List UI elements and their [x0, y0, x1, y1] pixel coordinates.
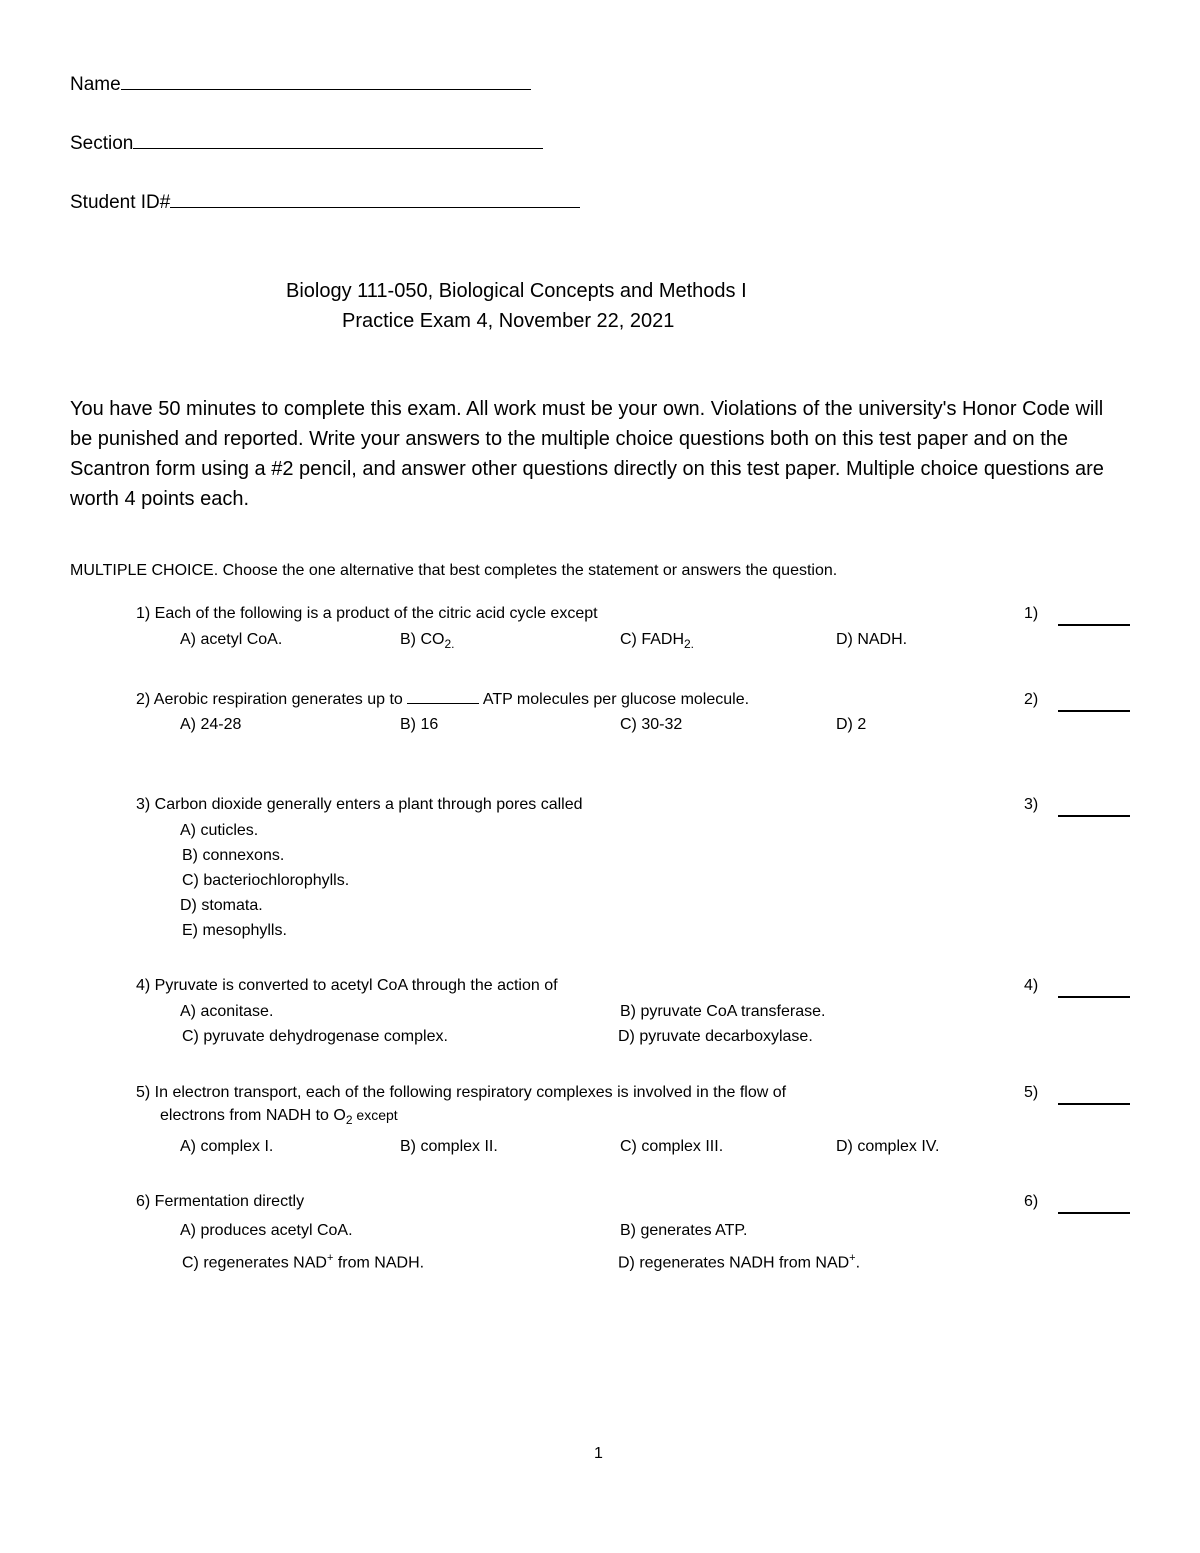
option-c[interactable]: C) bacteriochlorophylls. — [182, 872, 350, 889]
option-b[interactable]: B) $CO_{2.}$ — [400, 631, 455, 652]
name-label: Name — [70, 74, 121, 95]
student-id-label: Student ID# — [70, 192, 171, 213]
option-c[interactable]: C) regenerates NAD+ from NADH. — [182, 1252, 425, 1272]
section-field[interactable] — [70, 133, 543, 155]
option-a[interactable]: A) cuticles. — [180, 822, 259, 839]
option-c[interactable]: C) 30-32 — [620, 716, 683, 733]
answer-blank[interactable] — [1058, 815, 1130, 817]
mc-heading: MULTIPLE CHOICE. Choose the one alternative that best completes the statement or answers the question. — [70, 562, 838, 579]
option-b[interactable]: B) complex II. — [400, 1138, 498, 1155]
question-stem: 2) Aerobic respiration generates up to ATP molecules per glucose molecule. — [136, 691, 750, 708]
answer-blank[interactable] — [1058, 1103, 1130, 1105]
answer-label: 1) — [1024, 605, 1039, 622]
student-id-line[interactable] — [170, 193, 580, 208]
answer-blank[interactable] — [1058, 1212, 1130, 1214]
name-field[interactable] — [70, 74, 531, 96]
exam-title: Practice Exam 4, November 22, 2021 — [342, 310, 675, 332]
option-d[interactable]: D) stomata. — [180, 897, 263, 914]
option-d[interactable]: D) regenerates NADH from NAD+. — [618, 1252, 861, 1272]
option-c[interactable]: C) $FADH_{2.}$ — [620, 631, 695, 652]
option-d[interactable]: D) pyruvate decarboxylase. — [618, 1028, 813, 1045]
option-a[interactable]: A) complex I. — [180, 1138, 274, 1155]
option-b[interactable]: B) generates ATP. — [620, 1222, 748, 1239]
answer-blank[interactable] — [1058, 710, 1130, 712]
student-id-field[interactable] — [70, 192, 580, 214]
option-b[interactable]: B) connexons. — [182, 847, 285, 864]
option-c[interactable]: C) pyruvate dehydrogenase complex. — [182, 1028, 448, 1045]
instructions: You have 50 minutes to complete this exam. All work must be your own. Violations of the university's Honor Code will be punished and reported. Write your answers to the multiple choice questions both on this test paper and on the Scantron form using a #2 pencil, and answer other questions directly on this test paper. Multiple choice questions are worth 4 points each. — [70, 398, 1104, 510]
answer-label: 5) — [1024, 1084, 1039, 1101]
answer-label: 6) — [1024, 1193, 1039, 1210]
option-b[interactable]: B) 16 — [400, 716, 439, 733]
question-stem: 1) Each of the following is a product of the citric acid cycle except — [136, 605, 598, 622]
option-d[interactable]: D) complex IV. — [836, 1138, 940, 1155]
question-stem: 3) Carbon dioxide generally enters a plant through pores called — [136, 796, 583, 813]
question-stem-line2: electrons from NADH to $O_2$ except — [160, 1107, 398, 1128]
answer-blank[interactable] — [1058, 624, 1130, 626]
answer-blank[interactable] — [1058, 996, 1130, 998]
option-e[interactable]: E) mesophylls. — [182, 922, 287, 939]
option-a[interactable]: A) acetyl CoA. — [180, 631, 283, 648]
option-b[interactable]: B) pyruvate CoA transferase. — [620, 1003, 826, 1020]
answer-label: 3) — [1024, 796, 1039, 813]
option-c[interactable]: C) complex III. — [620, 1138, 724, 1155]
course-title: Biology 111-050, Biological Concepts and Methods I — [286, 280, 747, 302]
section-line[interactable] — [133, 134, 543, 149]
answer-label: 2) — [1024, 691, 1039, 708]
option-d[interactable]: D) 2 — [836, 716, 867, 733]
option-a[interactable]: A) aconitase. — [180, 1003, 274, 1020]
option-d[interactable]: D) NADH. — [836, 631, 908, 648]
question-stem-line1: 5) In electron transport, each of the following respiratory complexes is involved in the flow of — [136, 1084, 787, 1101]
section-label: Section — [70, 133, 134, 154]
option-a[interactable]: A) 24-28 — [180, 716, 242, 733]
question-stem: 4) Pyruvate is converted to acetyl CoA through the action of — [136, 977, 558, 994]
fill-blank[interactable] — [407, 691, 479, 704]
answer-label: 4) — [1024, 977, 1039, 994]
question-stem: 6) Fermentation directly — [136, 1193, 305, 1210]
page-number: 1 — [594, 1445, 603, 1462]
option-a[interactable]: A) produces acetyl CoA. — [180, 1222, 353, 1239]
name-line[interactable] — [121, 75, 531, 90]
